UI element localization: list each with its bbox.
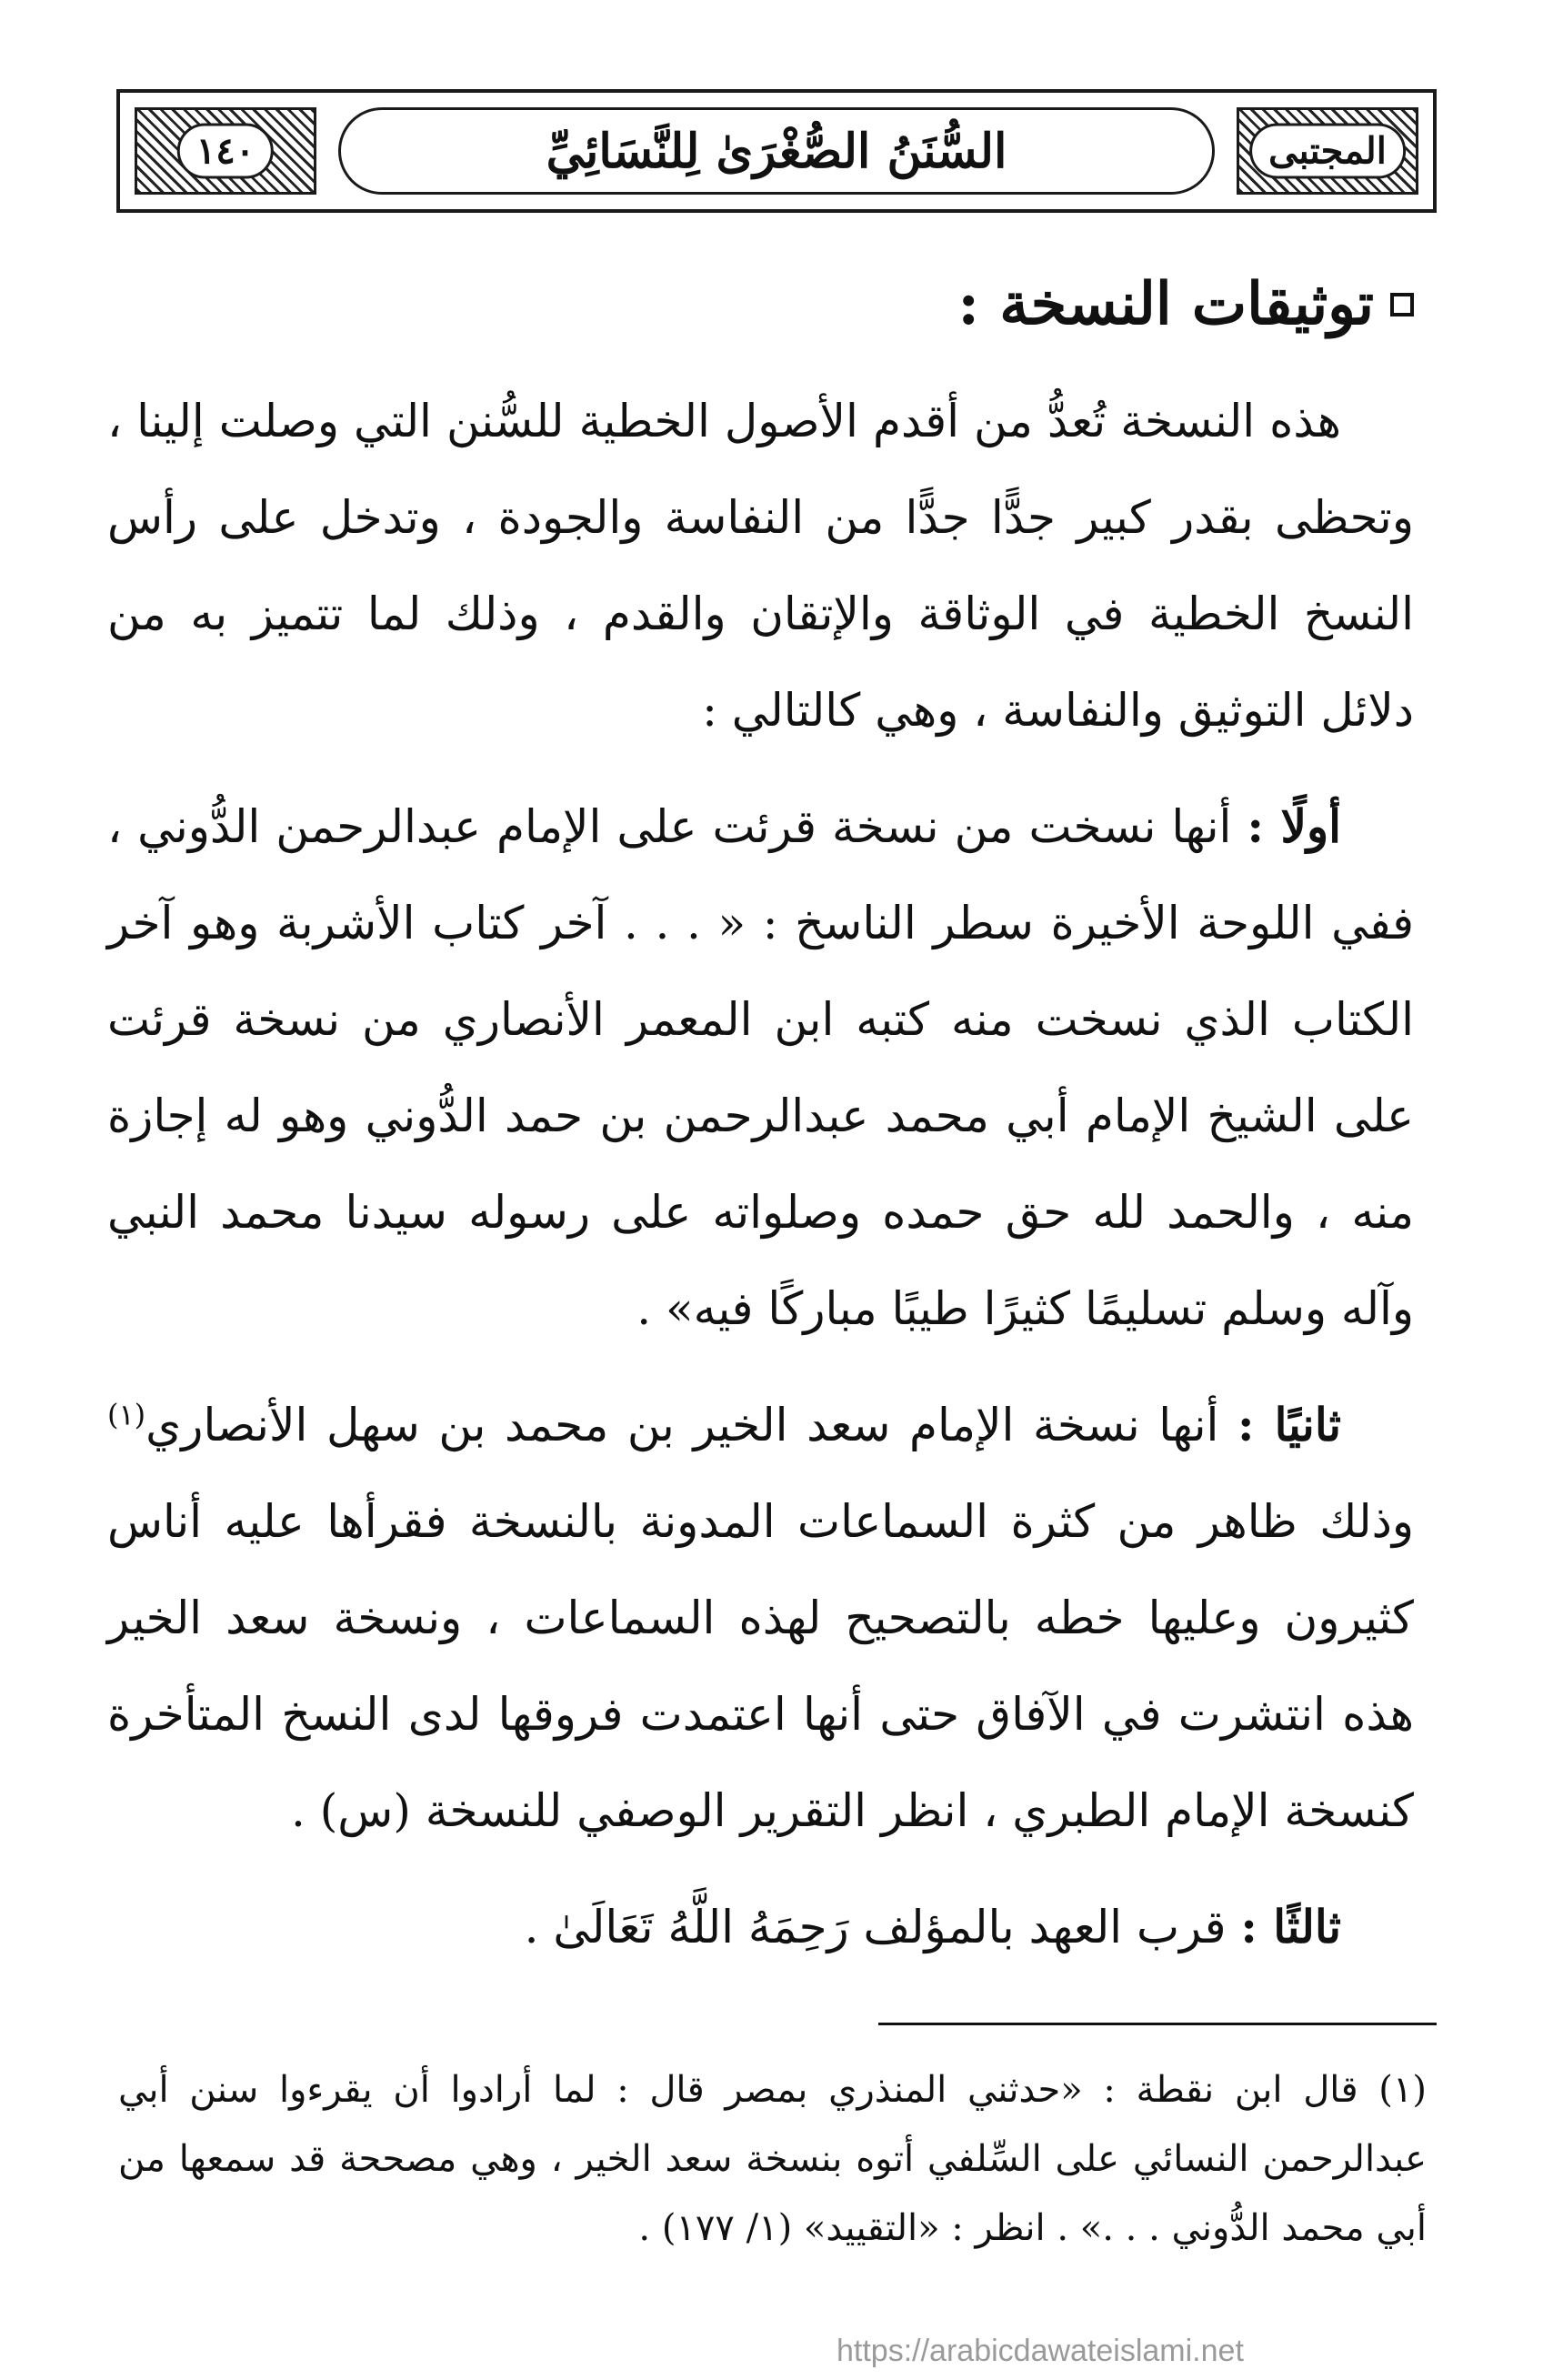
point-three-paragraph <box>107 1879 1414 1975</box>
section-title: توثيقات النسخة : <box>957 270 1374 338</box>
intro-paragraph: هذه النسخة تُعدُّ من أقدم الأصول الخطية للسُّنن التي وصلت إلينا ، وتحظى بقدر كبير جدًّا جدًّا من النفاسة والجودة ، وتدخل على رأس النسخ الخطية في الوثاقة والإتقان والقدم ، وذلك لما تتميز به من دلائل التوثيق والنفاسة ، وهي كالتالي : <box>107 395 1414 737</box>
point-one-lead: أولًا : <box>1247 799 1342 853</box>
running-title: السُّنَنُ الصُّغْرَىٰ لِلنَّسَائِيِّ <box>338 107 1215 195</box>
point-three-body: قرب العهد بالمؤلف رَحِمَهُ اللَّهُ تَعَالَىٰ . <box>524 1901 1241 1953</box>
point-two-body-b: وذلك ظاهر من كثرة السماعات المدونة بالنسخة فقرأها عليه أناس كثيرون وعليها خطه بالتصحيح لهذه السماعات ، ونسخة سعد الخير هذه انتشرت في الآفاق حتى أنها اعتمدت فروقها لدى النسخ المتأخرة كنسخة الإمام الطبري ، انظر التقرير الوصفي للنسخة (س) . <box>107 1495 1414 1837</box>
page-number-ornament <box>135 107 316 195</box>
square-bullet-icon <box>1390 293 1414 316</box>
book-emblem: المجتبى <box>1249 124 1406 179</box>
book-emblem-ornament <box>1237 107 1418 195</box>
point-one-paragraph <box>107 778 1414 1357</box>
footnote-divider <box>878 2023 1437 2025</box>
point-two-lead: ثانيًا : <box>1237 1398 1342 1451</box>
section-heading <box>107 264 1414 346</box>
footnote-1: (١) قال ابن نقطة : «حدثني المنذري بمصر قال : لما أرادوا أن يقرءوا سنن أبي عبدالرحمن النسائي على السِّلفي أتوه بنسخة سعد الخير ، وهي مصححة قد سمعها من أبي محمد الدُّوني . . .» . انظر : «التقييد» (١/ ١٧٧) . <box>118 2069 1427 2249</box>
footnote-marker[interactable]: (١) <box>107 1397 146 1432</box>
point-two-body-a: أنها نسخة الإمام سعد الخير بن محمد بن سهل الأنصاري <box>145 1399 1238 1451</box>
watermark-url: https://arabicdawateislami.net <box>837 2334 1244 2368</box>
point-one-body: أنها نسخت من نسخة قرئت على الإمام عبدالرحمن الدُّوني ، ففي اللوحة الأخيرة سطر الناسخ : « . . . آخر كتاب الأشربة وهو آخر الكتاب الذي نسخت منه كتبه ابن المعمر الأنصاري من نسخة قرئت على الشيخ الإمام أبي محمد عبدالرحمن بن حمد الدُّوني وهو له إجازة منه ، والحمد لله حق حمده وصلواته على رسوله سيدنا محمد النبي وآله وسلم تسليمًا كثيرًا طيبًا مباركًا فيه» . <box>107 800 1414 1335</box>
page-number: ١٤٠ <box>177 124 274 179</box>
main-text <box>107 264 1414 1995</box>
point-three-lead: ثالثًا : <box>1240 1900 1341 1953</box>
page-header <box>116 89 1437 213</box>
footnotes <box>118 2055 1427 2263</box>
point-two-paragraph <box>107 1377 1414 1859</box>
